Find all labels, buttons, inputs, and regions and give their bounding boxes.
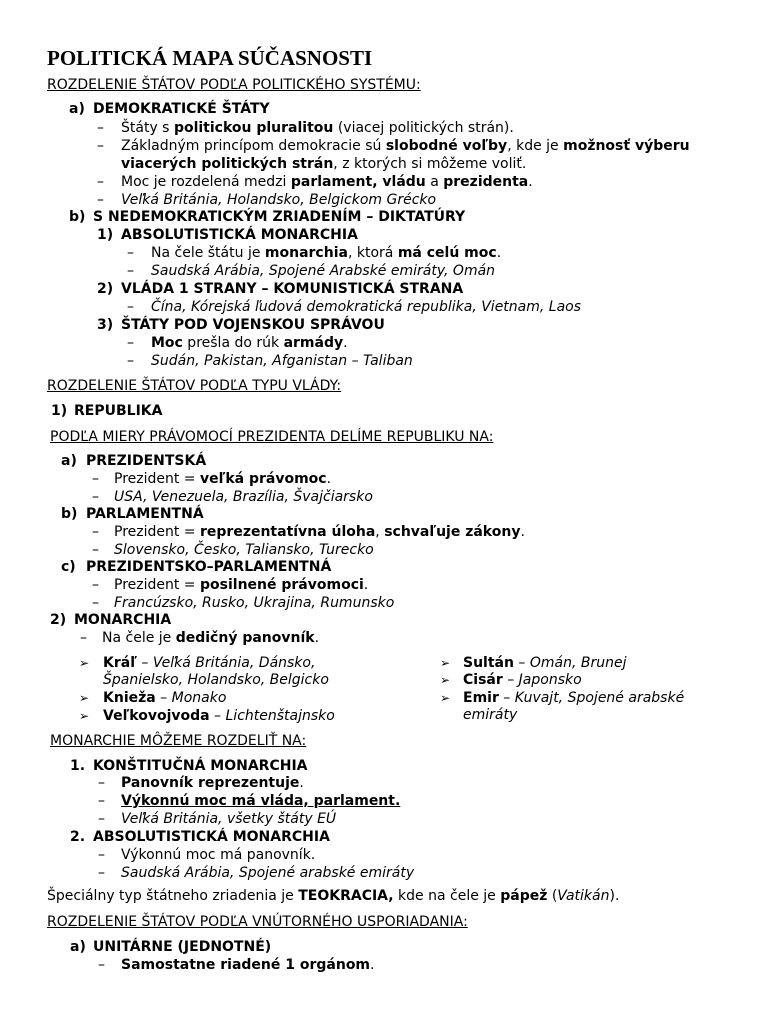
list-item-examples: Saudská Arábia, Spojené Arabské emiráty, Omán	[151, 263, 496, 279]
list-item: Cisár – Japonsko	[463, 672, 582, 688]
list-marker: b)	[69, 209, 86, 225]
dash-bullet: –	[127, 263, 134, 279]
list-item: Štáty s politickou pluralitou (viacej politických strán).	[121, 120, 514, 136]
subsection-heading-republic-types: PODĽA MIERY PRÁVOMOCÍ PREZIDENTA DELÍME REPUBLIKU NA:	[50, 429, 494, 445]
dash-bullet: –	[98, 957, 105, 973]
list-item: Sultán – Omán, Brunej	[463, 655, 627, 671]
list-item-continuation: Španielsko, Holandsko, Belgicko	[103, 672, 329, 688]
list-marker: 1)	[51, 403, 68, 419]
dash-bullet: –	[98, 865, 105, 881]
list-item-examples: Francúzsko, Rusko, Ukrajina, Rumunsko	[114, 595, 395, 611]
section-heading-political-system: ROZDELENIE ŠTÁTOV PODĽA POLITICKÉHO SYSTÉMU:	[47, 77, 421, 93]
list-marker: a)	[69, 101, 85, 117]
dash-bullet: –	[98, 793, 105, 809]
arrow-bullet-icon: ➢	[79, 709, 90, 723]
subheading-parliamentary: PARLAMENTNÁ	[86, 506, 204, 522]
subheading-presidential: PREZIDENTSKÁ	[86, 453, 207, 469]
dash-bullet: –	[97, 120, 104, 136]
dash-bullet: –	[97, 138, 104, 154]
list-item-examples: USA, Venezuela, Brazília, Švajčiarsko	[114, 489, 373, 505]
list-marker: 2)	[97, 281, 114, 297]
arrow-bullet-icon: ➢	[79, 691, 90, 705]
list-item: Moc prešla do rúk armády.	[151, 335, 348, 351]
list-marker: c)	[61, 559, 76, 575]
list-item-examples: Slovensko, Česko, Taliansko, Turecko	[114, 542, 374, 558]
list-item: Na čele štátu je monarchia, ktorá má celú moc.	[151, 245, 502, 261]
dash-bullet: –	[127, 353, 134, 369]
list-marker: 1.	[70, 758, 86, 774]
list-item: Samostatne riadené 1 orgánom.	[121, 957, 375, 973]
dash-bullet: –	[127, 245, 134, 261]
list-marker: b)	[61, 506, 78, 522]
list-item-examples: Čína, Kórejská ľudová demokratická republika, Vietnam, Laos	[151, 299, 582, 315]
subheading-absolutist-monarchy: ABSOLUTISTICKÁ MONARCHIA	[121, 227, 358, 243]
dash-bullet: –	[80, 630, 87, 646]
list-item: Na čele je dedičný panovník.	[102, 630, 320, 646]
list-item-examples: Sudán, Pakistan, Afganistan – Taliban	[151, 353, 413, 369]
subheading-semi-presidential: PREZIDENTSKO–PARLAMENTNÁ	[86, 559, 332, 575]
dash-bullet: –	[97, 192, 104, 208]
list-item: Knieža – Monako	[103, 690, 227, 706]
arrow-bullet-icon: ➢	[440, 691, 451, 705]
list-marker: 2.	[70, 829, 86, 845]
list-item: Moc je rozdelená medzi parlament, vládu a prezidenta.	[121, 174, 533, 190]
dash-bullet: –	[97, 174, 104, 190]
theocracy-note: Špeciálny typ štátneho zriadenia je TEOKRACIA, kde na čele je pápež (Vatikán).	[47, 888, 620, 904]
dash-bullet: –	[127, 335, 134, 351]
dash-bullet: –	[98, 811, 105, 827]
dash-bullet: –	[92, 595, 99, 611]
dash-bullet: –	[98, 775, 105, 791]
list-item: Veľkovojvoda – Lichtenštajnsko	[103, 708, 335, 724]
list-item: Panovník reprezentuje.	[121, 775, 304, 791]
list-item: Výkonnú moc má vláda, parlament.	[121, 793, 401, 809]
dash-bullet: –	[92, 471, 99, 487]
list-item: Prezident = veľká právomoc.	[114, 471, 332, 487]
list-item: Prezident = reprezentatívna úloha, schvaľuje zákony.	[114, 524, 525, 540]
section-heading-internal-structure: ROZDELENIE ŠTÁTOV PODĽA VNÚTORNÉHO USPORIADANIA:	[47, 914, 468, 930]
list-marker: a)	[70, 939, 86, 955]
list-marker: a)	[61, 453, 77, 469]
subheading-democratic-states: DEMOKRATICKÉ ŠTÁTY	[93, 101, 270, 117]
arrow-bullet-icon: ➢	[440, 673, 451, 687]
subheading-dictatorships: S NEDEMOKRATICKÝM ZRIADENÍM – DIKTATÚRY	[93, 209, 466, 225]
list-marker: 1)	[97, 227, 114, 243]
list-item: Prezident = posilnené právomoci.	[114, 577, 369, 593]
list-item-continuation: emiráty	[463, 707, 518, 723]
subheading-unitary: UNITÁRNE (JEDNOTNÉ)	[93, 939, 272, 955]
subheading-absolutist-monarchy-2: ABSOLUTISTICKÁ MONARCHIA	[93, 829, 330, 845]
list-item-examples: Veľká Británia, všetky štáty EÚ	[121, 811, 337, 827]
subheading-one-party-rule: VLÁDA 1 STRANY – KOMUNISTICKÁ STRANA	[121, 281, 464, 297]
page-title: POLITICKÁ MAPA SÚČASNOSTI	[47, 46, 373, 70]
subheading-republic: REPUBLIKA	[74, 403, 163, 419]
list-marker: 3)	[97, 317, 114, 333]
list-marker: 2)	[50, 612, 67, 628]
list-item: Kráľ – Veľká Británia, Dánsko,	[103, 655, 316, 671]
arrow-bullet-icon: ➢	[79, 656, 90, 670]
list-item-examples: Saudská Arábia, Spojené arabské emiráty	[121, 865, 415, 881]
list-item: Základným princípom demokracie sú slobodné voľby, kde je možnosť výberu	[121, 138, 690, 154]
subheading-military-rule: ŠTÁTY POD VOJENSKOU SPRÁVOU	[121, 317, 385, 333]
section-heading-government-type: ROZDELENIE ŠTÁTOV PODĽA TYPU VLÁDY:	[47, 378, 342, 394]
dash-bullet: –	[92, 577, 99, 593]
dash-bullet: –	[92, 542, 99, 558]
arrow-bullet-icon: ➢	[440, 656, 451, 670]
list-item: Výkonnú moc má panovník.	[121, 847, 316, 863]
dash-bullet: –	[92, 489, 99, 505]
list-item-examples: Veľká Británia, Holandsko, Belgickom Grécko	[121, 192, 437, 208]
subsection-heading-monarchy-types: MONARCHIE MÔŽEME ROZDELIŤ NA:	[50, 733, 307, 749]
dash-bullet: –	[98, 847, 105, 863]
dash-bullet: –	[92, 524, 99, 540]
subheading-constitutional-monarchy: KONŠTITUČNÁ MONARCHIA	[93, 758, 308, 774]
subheading-monarchy: MONARCHIA	[74, 612, 172, 628]
list-item-continuation: viacerých politických strán, z ktorých si môžeme voliť.	[121, 156, 527, 172]
dash-bullet: –	[127, 299, 134, 315]
list-item: Emir – Kuvajt, Spojené arabské	[463, 690, 685, 706]
